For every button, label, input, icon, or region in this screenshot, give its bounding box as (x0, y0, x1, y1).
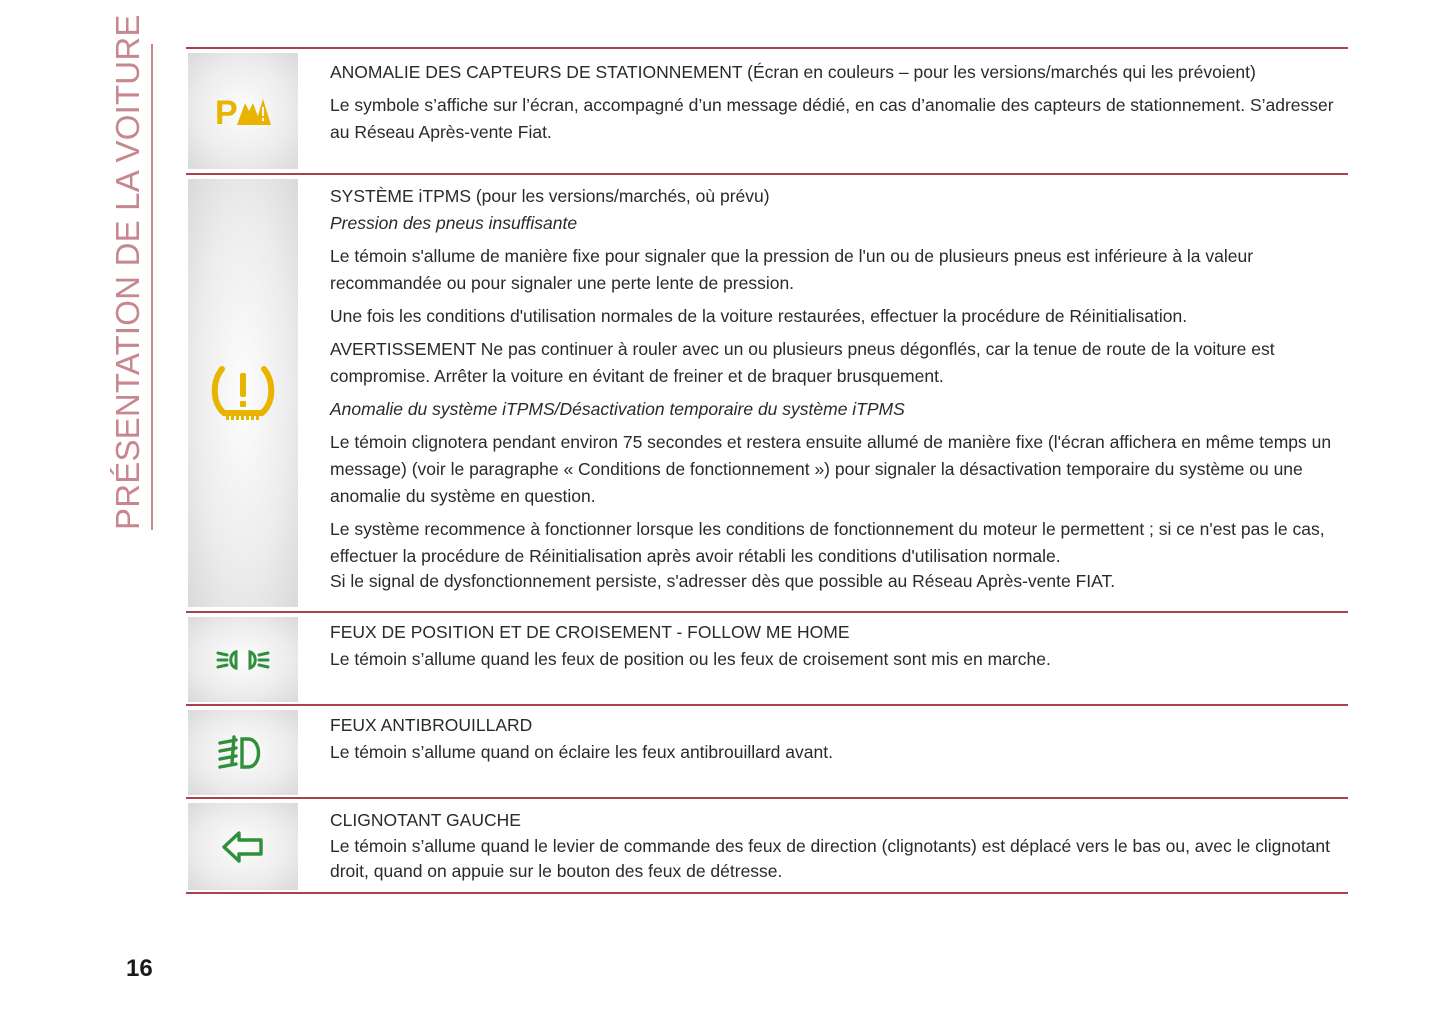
row-title: SYSTÈME iTPMS (pour les versions/marchés, où prévu) (330, 186, 770, 206)
table-row-parking-sensors (186, 49, 1348, 173)
position-lights-icon (216, 645, 270, 675)
row-title: FEUX ANTIBROUILLARD (330, 715, 533, 735)
row-subtitle: Pression des pneus insuffisante (330, 213, 578, 233)
left-turn-signal-icon (221, 830, 265, 864)
table-row-position-lights (186, 613, 1348, 704)
row-body: Le témoin s'allume de manière fixe pour signaler que la pression de l'un ou de plusieurs pneus est inférieure à la valeur recommandée ou pour signaler une perte lente de pression. (330, 246, 1254, 293)
row-body: Le témoin s’allume quand on éclaire les feux antibrouillard avant. (330, 742, 833, 762)
icon-cell (188, 53, 298, 169)
row-body: Une fois les conditions d'utilisation normales de la voiture restaurées, effectuer la procédure de Réinitialisation. (330, 306, 1188, 326)
row-body: Si le signal de dysfonctionnement persiste, s'adresser dès que possible au Réseau Après-vente FIAT. (330, 571, 1116, 591)
side-divider (151, 44, 153, 530)
row-text (330, 183, 1340, 592)
row-body: Le symbole s’affiche sur l’écran, accompagné d’un message dédié, en cas d’anomalie des capteurs de stationnement. S’adresser au Réseau Après-vente Fiat. (330, 95, 1334, 142)
warning-lights-table (186, 47, 1348, 894)
row-divider (186, 892, 1348, 894)
row-subtitle: Anomalie du système iTPMS/Désactivation temporaire du système iTPMS (330, 399, 905, 419)
row-body: Le témoin s’allume quand le levier de commande des feux de direction (clignotants) est déplacé vers le bas ou, avec le clignotant droit, quand on appuie sur le bouton des feux de détresse. (330, 836, 1331, 881)
row-text (330, 619, 1340, 673)
row-title: CLIGNOTANT GAUCHE (330, 810, 521, 830)
front-fog-lights-icon (218, 733, 268, 773)
row-text (330, 712, 1340, 766)
row-body: Le témoin clignotera pendant environ 75 secondes et restera ensuite allumé de manière fixe (l'écran affichera en même temps un message) (voir le paragraphe « Conditions de fonctionnement ») pour signaler la désactivation temporaire du système ou une anomalie du système en question. (330, 432, 1332, 506)
icon-cell (188, 617, 298, 702)
row-title: FEUX DE POSITION ET DE CROISEMENT - FOLLOW ME HOME (330, 622, 850, 642)
section-side-title (108, 14, 148, 530)
section-title-text: PRÉSENTATION DE LA VOITURE (109, 14, 146, 530)
parking-sensor-fault-icon (213, 91, 273, 131)
row-body: AVERTISSEMENT Ne pas continuer à rouler avec un ou plusieurs pneus dégonflés, car la tenue de route de la voiture est compromise. Arrêter la voiture en évitant de freiner et de braquer brusquement. (330, 339, 1275, 386)
table-row-itpms (186, 175, 1348, 611)
tire-pressure-warning-icon (210, 363, 276, 423)
table-row-left-turn-signal (186, 799, 1348, 892)
page-number: 16 (126, 955, 153, 982)
icon-cell (188, 710, 298, 795)
row-body: Le système recommence à fonctionner lorsque les conditions de fonctionnement du moteur le permettent ; si ce n'est pas le cas, effectuer la procédure de Réinitialisation après avoir rétabli les conditions d'utilisation normale. (330, 519, 1325, 566)
icon-cell (188, 179, 298, 607)
row-text (330, 807, 1340, 884)
row-title: ANOMALIE DES CAPTEURS DE STATIONNEMENT (Écran en couleurs – pour les versions/marchés qui les prévoient) (330, 62, 1256, 82)
row-text (330, 59, 1340, 146)
icon-cell (188, 803, 298, 890)
row-body: Le témoin s’allume quand les feux de position ou les feux de croisement sont mis en marche. (330, 649, 1051, 669)
svg-text:P: P (215, 94, 238, 131)
table-row-fog-lights (186, 706, 1348, 797)
